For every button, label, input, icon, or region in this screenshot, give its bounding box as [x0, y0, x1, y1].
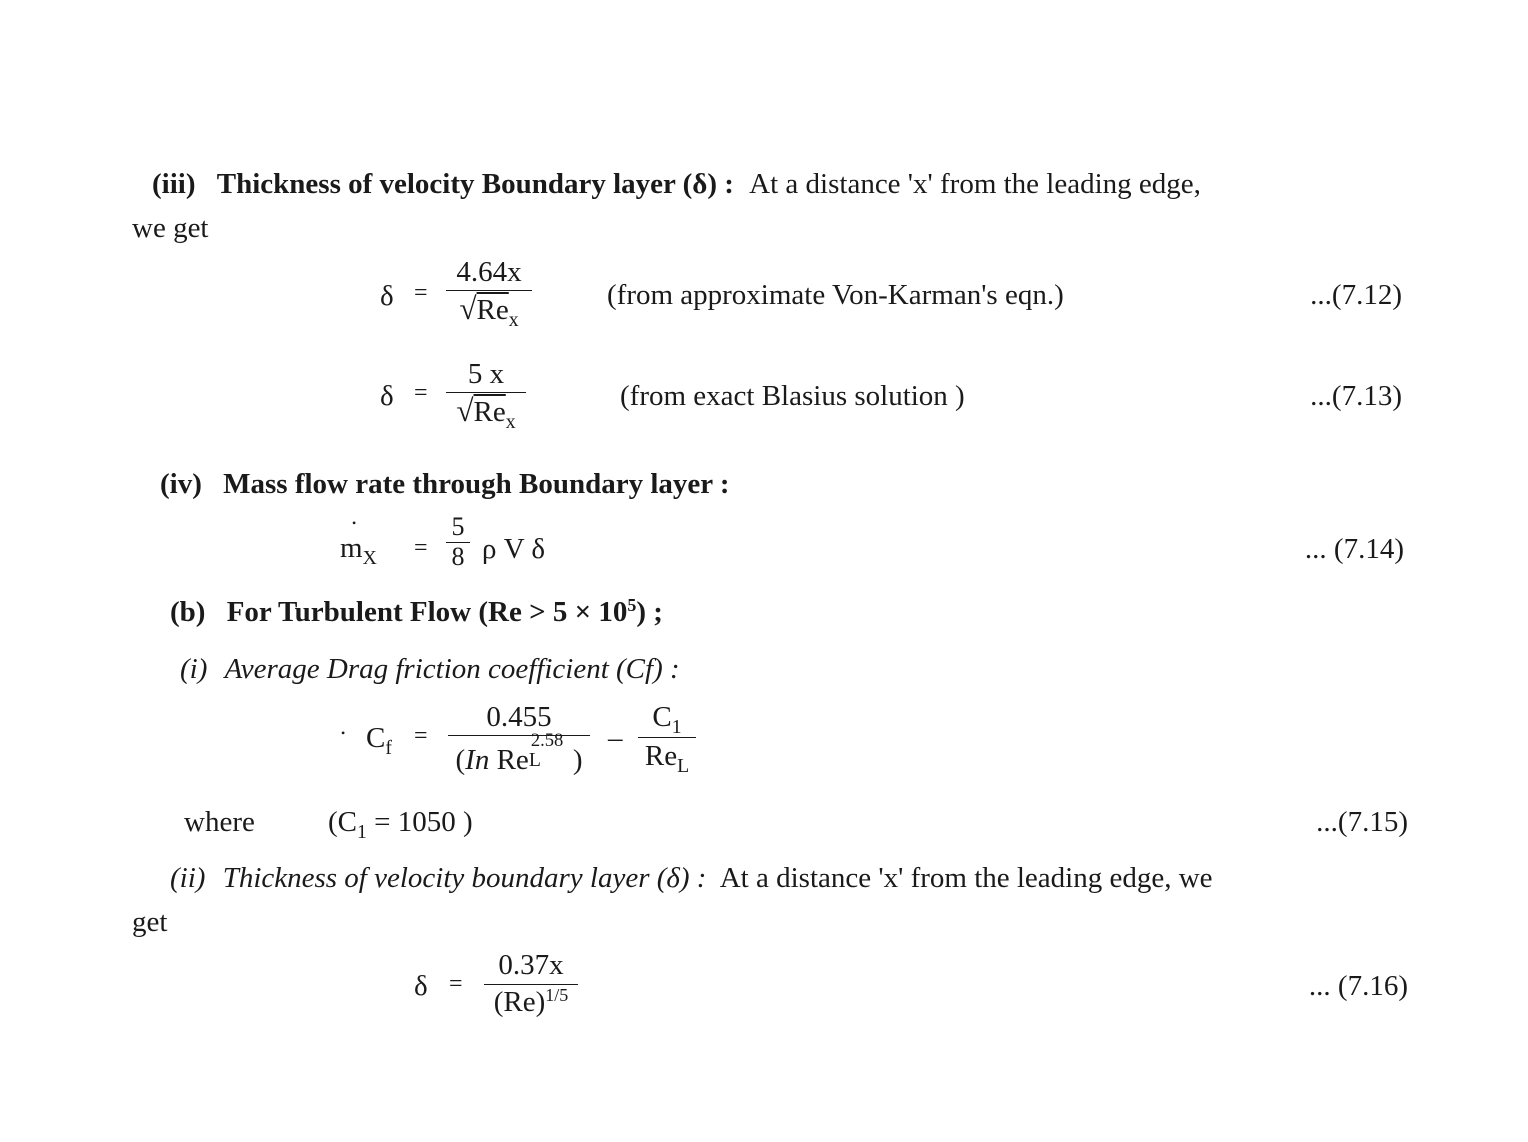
eq-7-12-fraction — [446, 256, 532, 331]
eq-cf-minus: – — [608, 722, 623, 754]
eq-cf-denominator-2: $Re_L$ — [644, 740, 690, 777]
eq-7-12-numerator: 4.64x — [456, 256, 522, 288]
eq-7-13-number: ...(7.13) — [1310, 380, 1402, 412]
eq-7-13-denominator: $√Re_x$ — [456, 393, 516, 433]
eq-7-16-number: ... (7.16) — [1308, 970, 1408, 1002]
eq-7-16-fraction — [484, 951, 578, 1017]
section-i-title: Average Drag friction coefficient (Cf) : — [224, 653, 680, 685]
section-i-label: (i) — [180, 653, 208, 685]
section-iii-heading — [152, 170, 1201, 199]
eq-7-14-rhs: ρ V δ — [482, 533, 546, 565]
eq-7-12-lhs: δ — [380, 280, 394, 312]
section-iii-title: Thickness of velocity Boundary layer (δ) : — [216, 168, 734, 200]
eq-cf-numerator-2: $C_1$ — [652, 701, 682, 738]
eq-7-13-note: (from exact Blasius solution ) — [620, 380, 965, 412]
eq-cf-denominator-1: (In Re L 2.58 ) — [455, 730, 583, 776]
where-label: where — [184, 806, 255, 838]
eq-cf-numerator-1: 0.455 — [486, 701, 552, 733]
eq-7-12-note: (from approximate Von-Karman's eqn.) — [607, 279, 1064, 311]
section-i-heading — [180, 655, 680, 684]
eq-cf-fraction-1 — [448, 703, 590, 775]
section-ii-title: Thickness of velocity boundary layer (δ) : — [222, 862, 707, 894]
section-b-label: (b) — [170, 596, 206, 628]
mass-flow-dot: • — [352, 516, 357, 530]
section-iv-label: (iv) — [160, 468, 202, 500]
section-iv-heading — [160, 470, 730, 499]
eq-7-14-number: ... (7.14) — [1304, 533, 1404, 565]
section-ii-heading — [170, 864, 1213, 893]
eq-7-12-number: ...(7.12) — [1310, 279, 1402, 311]
eq-7-12-denominator: $√Re_x$ — [459, 291, 519, 331]
section-ii-continuation: get — [132, 906, 168, 938]
section-iii-continuation: we get — [132, 212, 209, 244]
eq-cf-fraction-bar-2 — [638, 737, 696, 738]
eq-7-13-numerator: 5 x — [467, 358, 505, 390]
eq-7-14-equals: = — [414, 535, 428, 561]
eq-7-14-lhs: $m_X$ — [340, 532, 377, 569]
section-ii-text: At a distance 'x' from the leading edge, we — [719, 862, 1213, 894]
eq-7-16-equals: = — [449, 971, 463, 997]
section-b-title: For Turbulent Flow $(Re > 5 \times 10^5)$ ; — [226, 595, 663, 628]
eq-7-16-denominator: $(Re)^{1/5}$ — [493, 985, 569, 1018]
eq-7-13-equals: = — [414, 380, 428, 406]
eq-7-16-lhs: δ — [414, 970, 428, 1002]
eq-cf-fraction-2 — [638, 701, 696, 777]
section-iii-label: (iii) — [152, 168, 196, 200]
eq-cf-equals: = — [414, 723, 428, 749]
section-iii-text: At a distance 'x' from the leading edge, — [749, 168, 1201, 200]
section-iv-title: Mass flow rate through Boundary layer : — [223, 468, 730, 500]
section-ii-label: (ii) — [170, 862, 206, 894]
eq-7-14-numerator: 5 — [451, 512, 465, 541]
eq-7-12-equals: = — [414, 280, 428, 306]
eq-cf-fraction-bar-1 — [448, 735, 590, 736]
eq-7-14-fraction — [446, 514, 470, 570]
constant-definition: ($C_1 = 1050$ ) — [328, 806, 473, 843]
eq-7-15-number: ...(7.15) — [1316, 806, 1408, 838]
eq-7-13-fraction — [446, 358, 526, 433]
equation-bullet: • — [341, 726, 346, 740]
eq-7-14-denominator: 8 — [451, 542, 465, 571]
eq-7-16-numerator: 0.37x — [498, 949, 564, 981]
section-b-heading — [170, 595, 663, 628]
eq-7-13-lhs: δ — [380, 380, 394, 412]
eq-cf-lhs: $C_f$ — [366, 722, 392, 759]
